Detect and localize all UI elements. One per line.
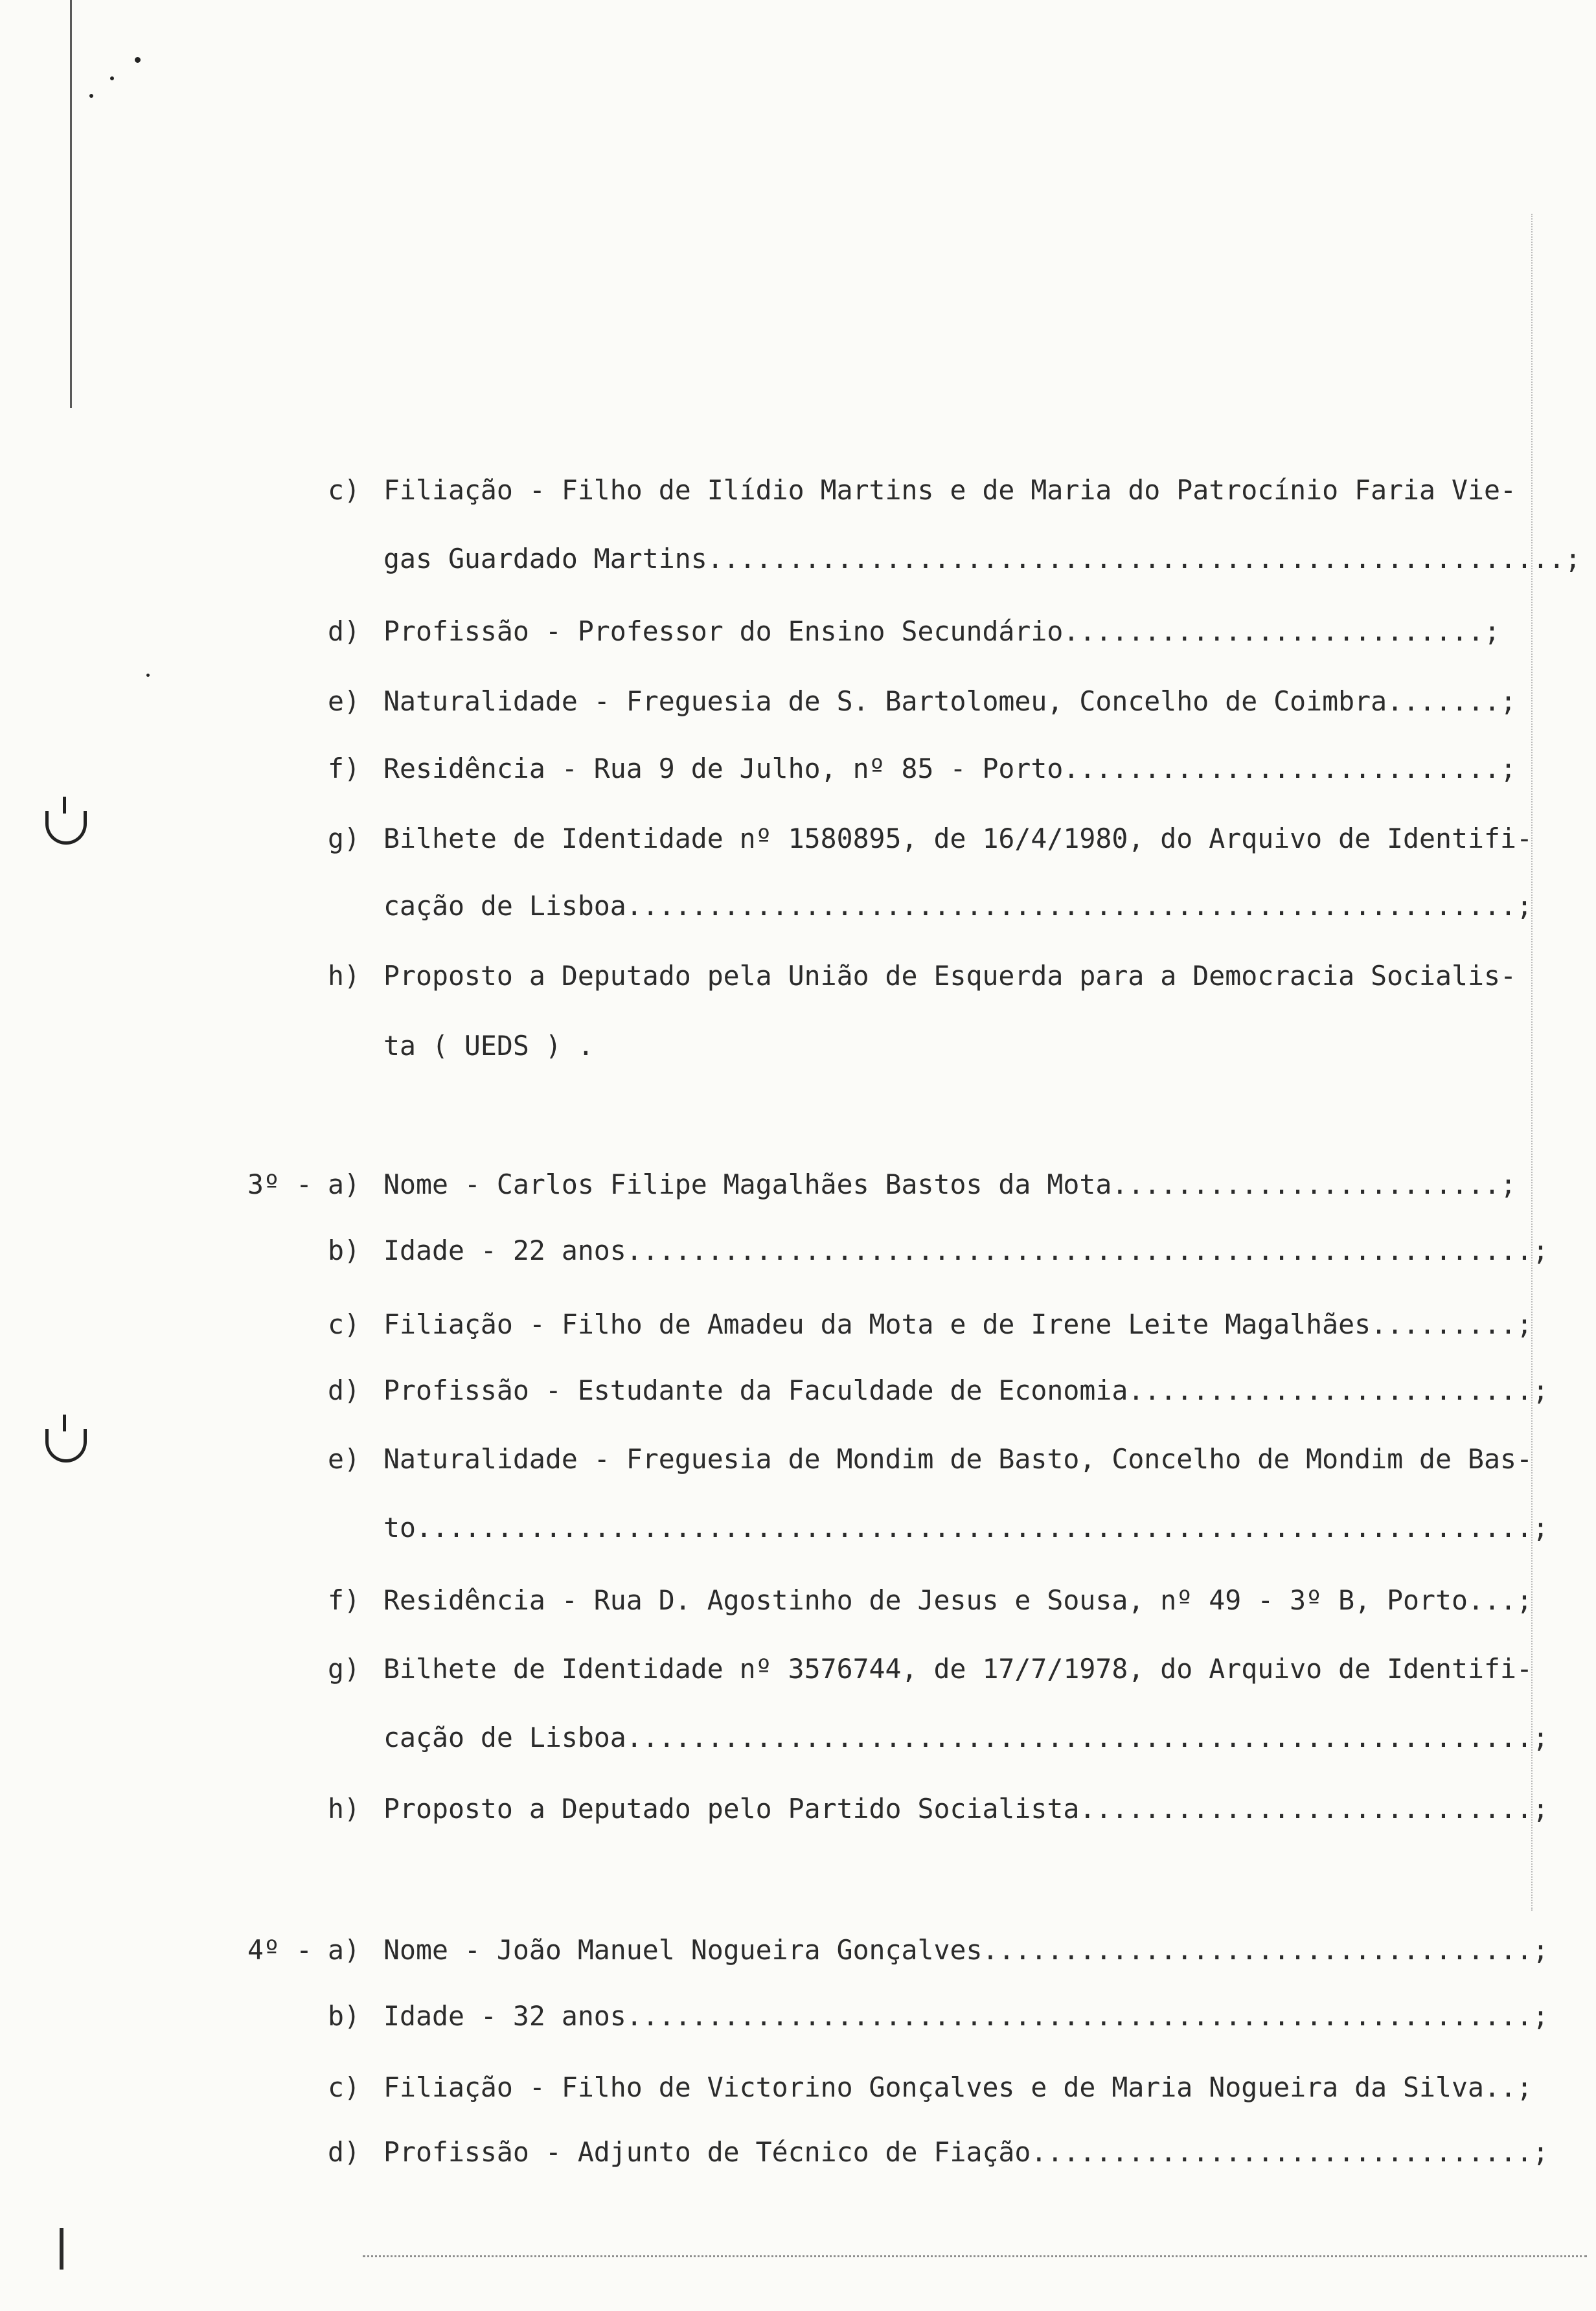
item-text: Naturalidade - Freguesia de S. Bartolomeu, Concelho de Coimbra.......; bbox=[383, 685, 1516, 717]
item-label: h) bbox=[328, 960, 360, 992]
item-label: h) bbox=[328, 1793, 360, 1825]
entry-line bbox=[0, 816, 1596, 861]
item-label: d) bbox=[328, 2136, 360, 2168]
item-label: f) bbox=[328, 1584, 360, 1616]
item-label: d) bbox=[328, 1374, 360, 1406]
item-label: a) bbox=[328, 1934, 360, 1966]
item-label: c) bbox=[328, 2071, 360, 2103]
entry-line bbox=[0, 953, 1596, 999]
item-label: e) bbox=[328, 1443, 360, 1475]
item-label: e) bbox=[328, 685, 360, 717]
item-text: Profissão - Professor do Ensino Secundário..........................; bbox=[383, 615, 1500, 647]
item-text: Residência - Rua 9 de Julho, nº 85 - Porto...........................; bbox=[383, 753, 1516, 784]
entry-line bbox=[0, 1162, 1596, 1207]
item-label: b) bbox=[328, 1235, 360, 1266]
entry-line bbox=[0, 1437, 1596, 1482]
entry-line bbox=[0, 1023, 1596, 1069]
item-text: to.....................................................................; bbox=[383, 1512, 1549, 1543]
item-text: cação de Lisboa.......................................................; bbox=[383, 890, 1533, 922]
item-text: Proposto a Deputado pelo Partido Socialista............................; bbox=[383, 1793, 1549, 1825]
entry-line bbox=[0, 1302, 1596, 1347]
item-label: a) bbox=[328, 1168, 360, 1200]
item-text: Nome - Carlos Filipe Magalhães Bastos da Mota........................; bbox=[383, 1168, 1516, 1200]
scan-edge-line bbox=[70, 0, 72, 408]
item-text: Profissão - Adjunto de Técnico de Fiação...............................; bbox=[383, 2136, 1549, 2168]
entry-number: 3º - bbox=[247, 1168, 312, 1200]
item-text: Filiação - Filho de Victorino Gonçalves e de Maria Nogueira da Silva..; bbox=[383, 2071, 1533, 2103]
entry-line bbox=[0, 1368, 1596, 1413]
entry-line bbox=[0, 1715, 1596, 1760]
scan-speck bbox=[146, 674, 150, 677]
item-text: gas Guardado Martins.....................................................; bbox=[383, 543, 1581, 575]
entry-line bbox=[0, 1228, 1596, 1273]
item-text: ta ( UEDS ) . bbox=[383, 1030, 594, 1062]
entry-line bbox=[0, 609, 1596, 654]
item-label: d) bbox=[328, 615, 360, 647]
item-label: b) bbox=[328, 2000, 360, 2032]
entry-line bbox=[0, 536, 1596, 582]
entry-line bbox=[0, 468, 1596, 513]
item-text: Bilhete de Identidade nº 1580895, de 16/4/1980, do Arquivo de Identifi- bbox=[383, 823, 1533, 854]
item-text: cação de Lisboa........................................................; bbox=[383, 1722, 1549, 1753]
entry-line bbox=[0, 2130, 1596, 2175]
item-text: Nome - João Manuel Nogueira Gonçalves..................................; bbox=[383, 1934, 1549, 1966]
entry-line bbox=[0, 679, 1596, 724]
entry-line bbox=[0, 1786, 1596, 1832]
item-label: g) bbox=[328, 1653, 360, 1685]
item-text: Profissão - Estudante da Faculdade de Economia.........................; bbox=[383, 1374, 1549, 1406]
item-label: c) bbox=[328, 1308, 360, 1340]
item-text: Proposto a Deputado pela União de Esquerda para a Democracia Socialis- bbox=[383, 960, 1516, 992]
scan-bottom-rule bbox=[363, 2255, 1587, 2257]
entry-line bbox=[0, 746, 1596, 791]
entry-line bbox=[0, 1646, 1596, 1692]
entry-line bbox=[0, 883, 1596, 929]
item-label: g) bbox=[328, 823, 360, 854]
item-text: Bilhete de Identidade nº 3576744, de 17/7/1978, do Arquivo de Identifi- bbox=[383, 1653, 1533, 1685]
item-text: Naturalidade - Freguesia de Mondim de Basto, Concelho de Mondim de Bas- bbox=[383, 1443, 1533, 1475]
scan-speck bbox=[110, 76, 114, 80]
item-text: Idade - 22 anos........................................................; bbox=[383, 1235, 1549, 1266]
entry-line bbox=[0, 1578, 1596, 1623]
scan-speck bbox=[135, 57, 141, 63]
scan-speck bbox=[89, 94, 93, 98]
entry-line bbox=[0, 1928, 1596, 1973]
item-text: Filiação - Filho de Ilídio Martins e de Maria do Patrocínio Faria Vie- bbox=[383, 474, 1516, 506]
item-label: c) bbox=[328, 474, 360, 506]
entry-number: 4º - bbox=[247, 1934, 312, 1966]
entry-line bbox=[0, 1505, 1596, 1551]
entry-line bbox=[0, 1994, 1596, 2039]
item-text: Residência - Rua D. Agostinho de Jesus e Sousa, nº 49 - 3º B, Porto...; bbox=[383, 1584, 1533, 1616]
item-label: f) bbox=[328, 753, 360, 784]
entry-line bbox=[0, 2065, 1596, 2110]
item-text: Filiação - Filho de Amadeu da Mota e de Irene Leite Magalhães.........; bbox=[383, 1308, 1533, 1340]
item-text: Idade - 32 anos........................................................; bbox=[383, 2000, 1549, 2032]
